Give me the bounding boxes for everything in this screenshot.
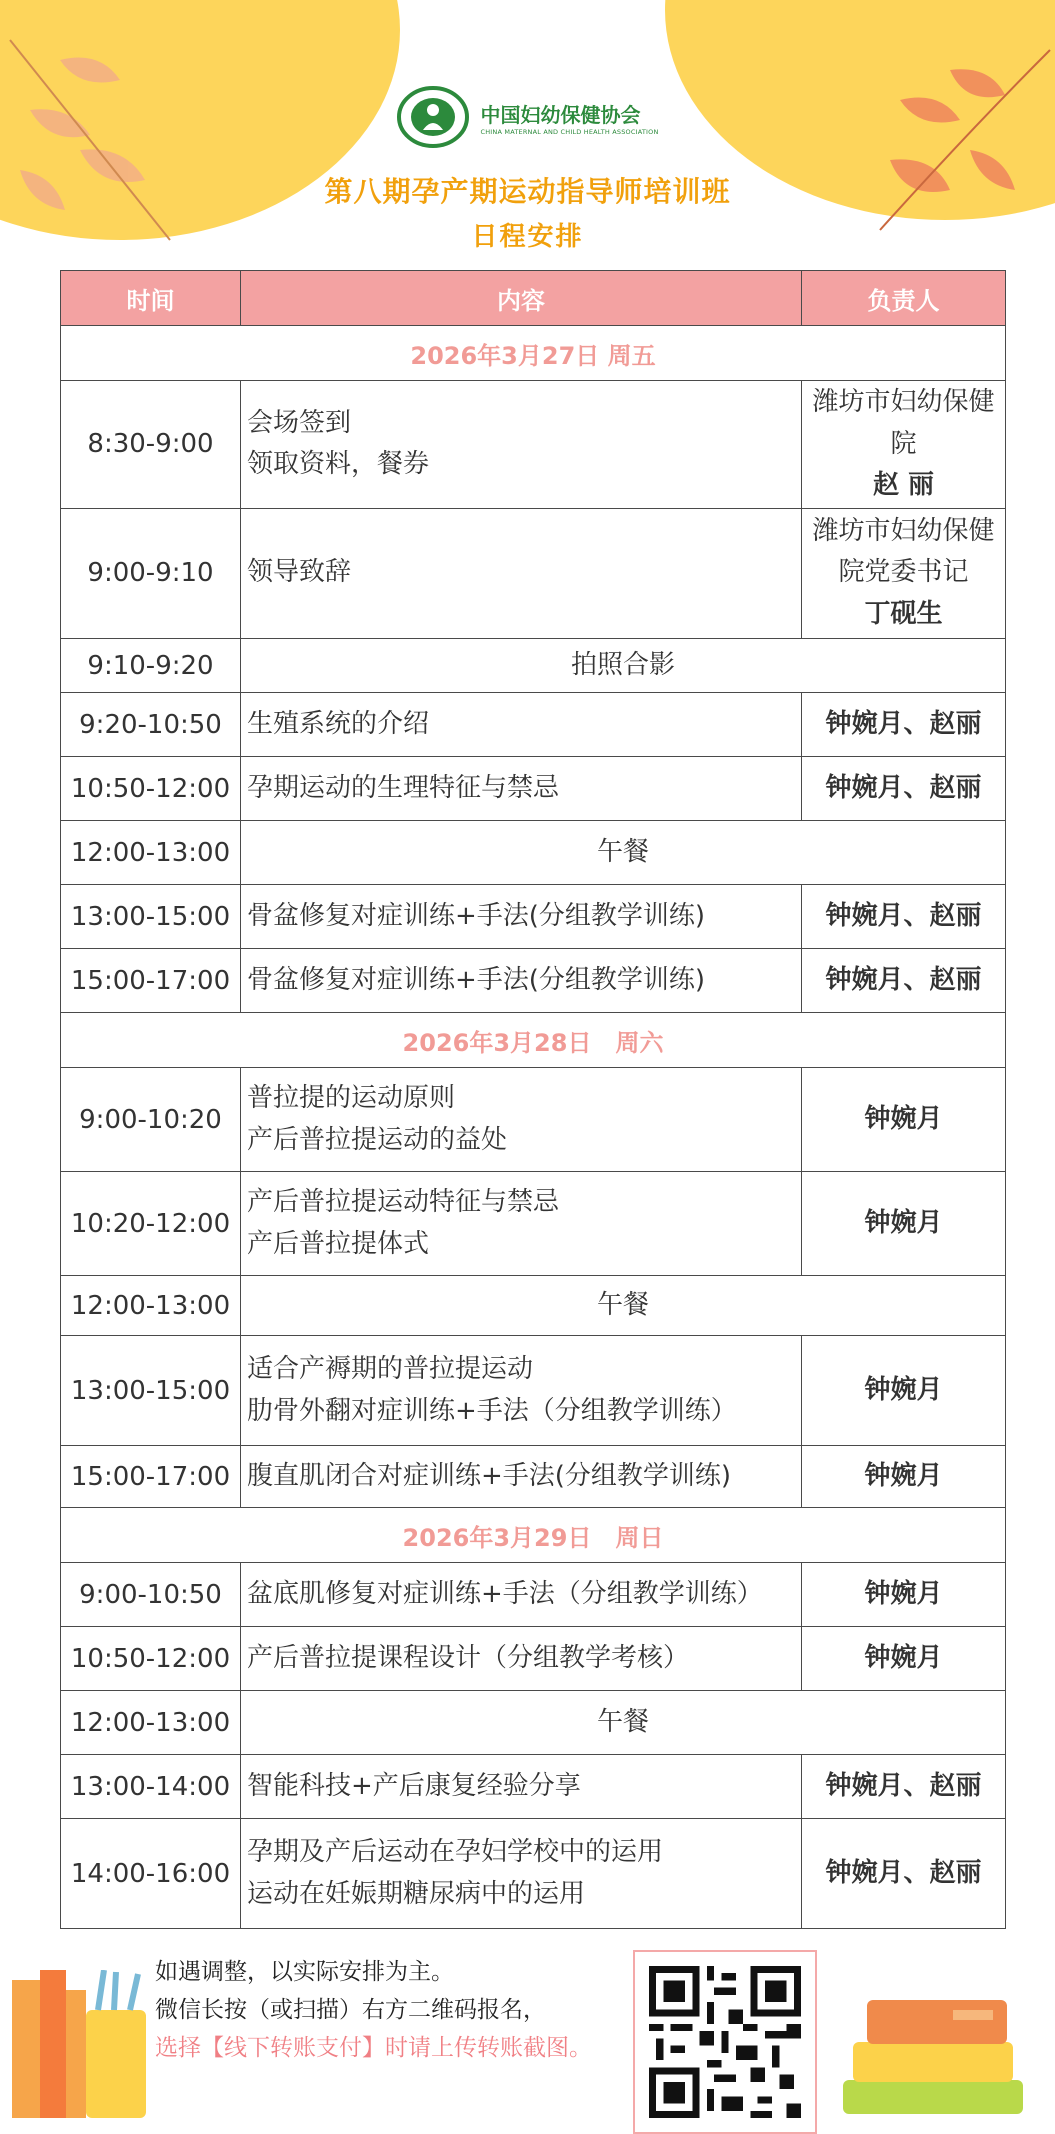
content-cell: 盆底肌修复对症训练+手法（分组教学训练） (241, 1563, 802, 1627)
page-subtitle: 日程安排 (471, 222, 584, 252)
content-cell: 生殖系统的介绍 (241, 693, 802, 757)
content-line: 肋骨外翻对症训练+手法（分组教学训练） (247, 1395, 737, 1426)
time-cell: 12:00-13:00 (61, 821, 241, 885)
header-time: 时间 (61, 271, 241, 326)
time-cell: 12:00-13:00 (61, 1276, 241, 1336)
date-row (61, 1013, 1006, 1068)
association-logo-icon (396, 86, 470, 148)
date-label: 2026年3月27日 周五 (61, 326, 1006, 381)
table-row (61, 885, 1006, 949)
table-row (61, 638, 1006, 693)
org-name-cn: 中国妇幼保健协会 (480, 102, 641, 127)
content-cell: 孕期运动的生理特征与禁忌 (241, 757, 802, 821)
header (0, 86, 1055, 253)
table-row (61, 949, 1006, 1013)
footer-note-1: 如遇调整，以实际安排为主。 (155, 1959, 454, 1985)
person-cell: 钟婉月、赵丽 (802, 693, 1006, 757)
span-cell: 拍照合影 (241, 638, 1006, 693)
table-row (61, 1336, 1006, 1446)
date-row (61, 326, 1006, 381)
content-line: 普拉提的运动原则 (247, 1083, 456, 1114)
table-row (61, 1172, 1006, 1276)
time-cell: 15:00-17:00 (61, 1446, 241, 1508)
content-line: 领取资料，餐券 (247, 449, 430, 480)
time-cell: 10:50-12:00 (61, 757, 241, 821)
content-cell: 骨盆修复对症训练+手法(分组教学训练) (241, 885, 802, 949)
table-row (61, 381, 1006, 509)
person-cell: 钟婉月 (802, 1446, 1006, 1508)
time-cell: 12:00-13:00 (61, 1691, 241, 1755)
table-row (61, 1446, 1006, 1508)
person-cell: 钟婉月、赵丽 (802, 885, 1006, 949)
time-cell: 9:00-9:10 (61, 508, 241, 638)
person-cell (802, 381, 1006, 509)
time-cell: 13:00-15:00 (61, 1336, 241, 1446)
person-cell: 钟婉月 (802, 1627, 1006, 1691)
time-cell: 9:00-10:50 (61, 1563, 241, 1627)
content-line: 产后普拉提运动特征与禁忌 (247, 1187, 560, 1218)
org-logo-block (396, 86, 658, 148)
books-illustration-right (833, 1980, 1033, 2120)
time-cell: 9:20-10:50 (61, 693, 241, 757)
table-row (61, 821, 1006, 885)
table-header-row (61, 271, 1006, 326)
footer-note-3: 选择【线下转账支付】时请上传转账截图。 (155, 2035, 592, 2061)
content-line: 会场签到 (247, 407, 352, 438)
content-cell (241, 381, 802, 509)
person-cell: 钟婉月、赵丽 (802, 757, 1006, 821)
qr-code-icon[interactable] (649, 1966, 801, 2118)
person-cell: 钟婉月 (802, 1563, 1006, 1627)
table-row (61, 1563, 1006, 1627)
content-cell: 腹直肌闭合对症训练+手法(分组教学训练) (241, 1446, 802, 1508)
content-cell (241, 508, 802, 638)
content-cell: 智能科技+产后康复经验分享 (241, 1755, 802, 1819)
content-cell (241, 1336, 802, 1446)
person-cell: 钟婉月 (802, 1172, 1006, 1276)
content-line: 产后普拉提体式 (247, 1228, 430, 1259)
table-row (61, 1755, 1006, 1819)
content-cell: 骨盆修复对症训练+手法(分组教学训练) (241, 949, 802, 1013)
date-row (61, 1508, 1006, 1563)
time-cell: 14:00-16:00 (61, 1819, 241, 1929)
content-line: 运动在妊娠期糖尿病中的运用 (247, 1878, 586, 1909)
header-content: 内容 (241, 271, 802, 326)
table-row (61, 1819, 1006, 1929)
person-cell (802, 508, 1006, 638)
table-row (61, 1627, 1006, 1691)
person-cell: 钟婉月、赵丽 (802, 1819, 1006, 1929)
person-org: 潍坊市妇幼保健院党委书记 (812, 515, 995, 588)
footer-notes (155, 1953, 592, 2067)
table-row (61, 1068, 1006, 1172)
span-cell: 午餐 (241, 821, 1006, 885)
table-row (61, 1276, 1006, 1336)
person-name: 赵 丽 (872, 470, 935, 501)
org-name-en: CHINA MATERNAL AND CHILD HEALTH ASSOCIATION (480, 127, 659, 136)
table-row (61, 693, 1006, 757)
time-cell: 13:00-15:00 (61, 885, 241, 949)
table-row (61, 1691, 1006, 1755)
page-title: 第八期孕产期运动指导师培训班 (324, 175, 731, 208)
span-cell: 午餐 (241, 1691, 1006, 1755)
content-cell (241, 1172, 802, 1276)
table-row (61, 508, 1006, 638)
time-cell: 8:30-9:00 (61, 381, 241, 509)
date-label: 2026年3月29日 周日 (61, 1508, 1006, 1563)
time-cell: 15:00-17:00 (61, 949, 241, 1013)
books-illustration-left (10, 1970, 150, 2120)
person-cell: 钟婉月、赵丽 (802, 949, 1006, 1013)
table-row (61, 757, 1006, 821)
content-line: 适合产褥期的普拉提运动 (247, 1354, 534, 1385)
time-cell: 9:00-10:20 (61, 1068, 241, 1172)
date-label: 2026年3月28日 周六 (61, 1013, 1006, 1068)
person-name: 丁砚生 (864, 599, 943, 630)
content-cell (241, 1819, 802, 1929)
header-person: 负责人 (802, 271, 1006, 326)
person-cell: 钟婉月 (802, 1068, 1006, 1172)
content-cell: 产后普拉提课程设计（分组教学考核） (241, 1627, 802, 1691)
time-cell: 10:20-12:00 (61, 1172, 241, 1276)
person-cell: 钟婉月、赵丽 (802, 1755, 1006, 1819)
qr-code-frame[interactable] (633, 1950, 817, 2134)
person-cell: 钟婉月 (802, 1336, 1006, 1446)
content-cell (241, 1068, 802, 1172)
time-cell: 9:10-9:20 (61, 638, 241, 693)
content-line: 孕期及产后运动在孕妇学校中的运用 (247, 1837, 664, 1868)
content-line: 产后普拉提运动的益处 (247, 1124, 508, 1155)
time-cell: 13:00-14:00 (61, 1755, 241, 1819)
content-line: 领导致辞 (247, 557, 352, 588)
time-cell: 10:50-12:00 (61, 1627, 241, 1691)
span-cell: 午餐 (241, 1276, 1006, 1336)
schedule-table (60, 270, 1006, 1929)
person-org: 潍坊市妇幼保健院 (812, 387, 995, 459)
footer-note-2: 微信长按（或扫描）右方二维码报名， (155, 1997, 546, 2023)
